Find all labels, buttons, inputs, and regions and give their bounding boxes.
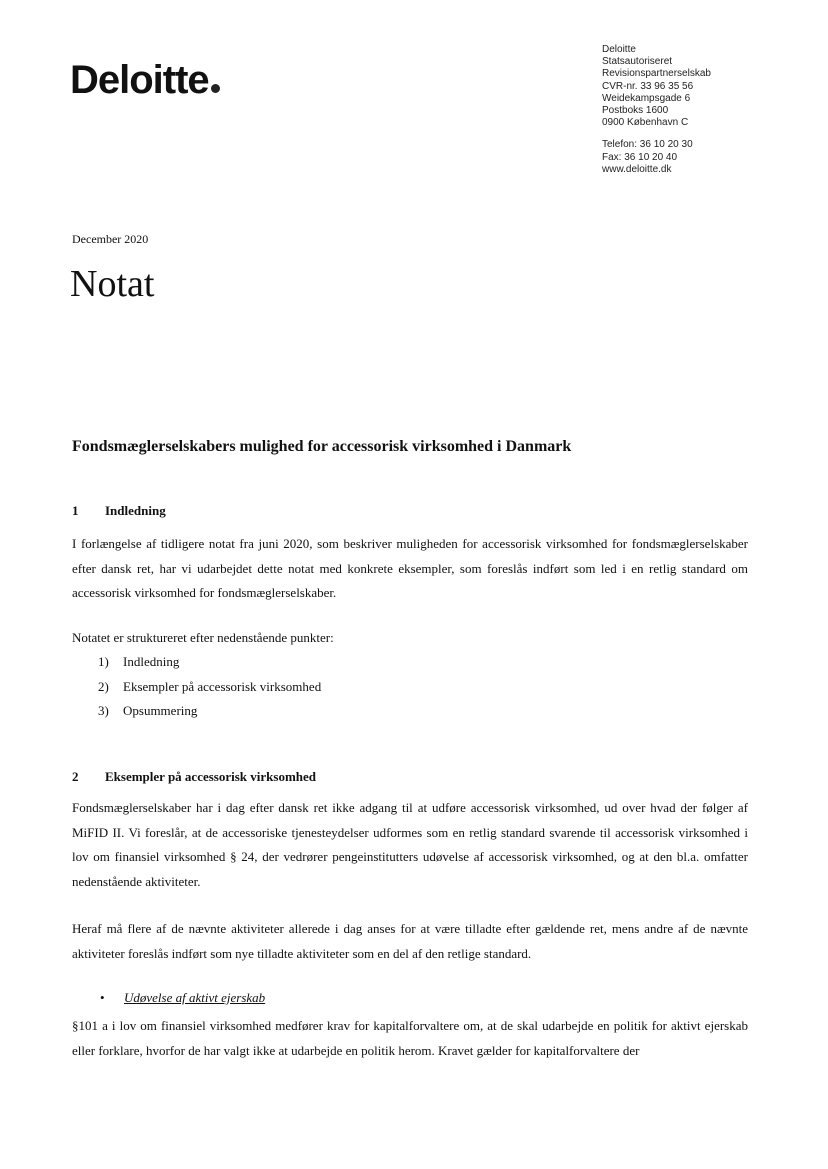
contact-website: www.deloitte.dk: [602, 163, 672, 175]
section2-paragraph-2: Heraf må flere af de nævnte aktiviteter allerede i dag anses for at være tilladte efter gældende ret, mens andre af de nævnte aktiviteter foreslås indført som nye tilladte aktiviteter som en del af den retlige standard.: [72, 921, 748, 961]
section-title: Eksempler på accessorisk virksomhed: [105, 769, 317, 784]
logo-dot-icon: [211, 84, 220, 93]
list-item: 3) Opsummering: [98, 703, 198, 718]
section1-paragraph-1: I forlængelse af tidligere notat fra juni 2020, som beskriver muligheden for accessorisk virksomhed for fondsmæglerselskaber efter dansk ret, har vi udarbejdet dette notat med konkrete eksempler, som foreslås indført som led i en retlig standard om accessorisk virksomhed for fondsmæglerselskaber.: [72, 536, 748, 600]
deloitte-logo: Deloitte: [70, 60, 220, 100]
contact-fax: Fax: 36 10 20 40: [602, 151, 678, 163]
document-date: December 2020: [72, 232, 149, 246]
address-line: 0900 København C: [602, 117, 689, 129]
section2-paragraph-1: Fondsmæglerselskaber har i dag efter dansk ret ikke adgang til at udføre accessorisk virksomhed, ud over hvad der følger af MiFID II. Vi foreslår, at de accessoriske tjenesteydelser udformes som en retlig standard svarende til accessorisk virksomhed i lov om finansiel virksomhed § 24, der vedrører pengeinstitutters udøvelse af accessorisk virksomhed, og at den bl.a. omfatter nedenstående aktiviteter.: [72, 800, 748, 889]
address-line: CVR-nr. 33 96 35 56: [602, 80, 694, 92]
section-heading-2: [72, 769, 316, 785]
list-item: 2) Eksempler på accessorisk virksomhed: [98, 678, 322, 694]
section-number: 2: [72, 769, 79, 784]
bullet-item: [100, 990, 265, 1006]
section-heading-1: [72, 503, 166, 519]
address-line: Deloitte: [602, 44, 636, 55]
outline-list: [98, 650, 321, 724]
address-line: Postboks 1600: [602, 105, 669, 117]
section-number: 1: [72, 503, 79, 518]
section-title: Indledning: [105, 503, 166, 518]
address-line: Weidekampsgade 6: [602, 92, 691, 104]
document-title: Notat: [70, 263, 155, 305]
sender-address-block: [602, 44, 711, 176]
list-item: 1) Indledning: [98, 654, 180, 669]
address-line: Statsautoriseret: [602, 56, 673, 68]
bullet-label: Udøvelse af aktivt ejerskab: [124, 990, 266, 1005]
address-line: Revisionspartnerselskab: [602, 68, 711, 80]
contact-phone: Telefon: 36 10 20 30: [602, 139, 693, 151]
section2-bullet-text: §101 a i lov om finansiel virksomhed medfører krav for kapitalforvaltere om, at de skal udarbejde en politik for aktivt ejerskab eller forklare, hvorfor de har valgt ikke at udarbejde en politik herom. Kravet gælder for kapitalforvaltere der: [72, 1018, 748, 1058]
document-subject: Fondsmæglerselskabers mulighed for accessorisk virksomhed i Danmark: [72, 438, 572, 455]
bullet-dot-icon: •: [100, 990, 105, 1005]
section1-paragraph-2: Notatet er struktureret efter nedenstående punkter:: [72, 630, 334, 645]
